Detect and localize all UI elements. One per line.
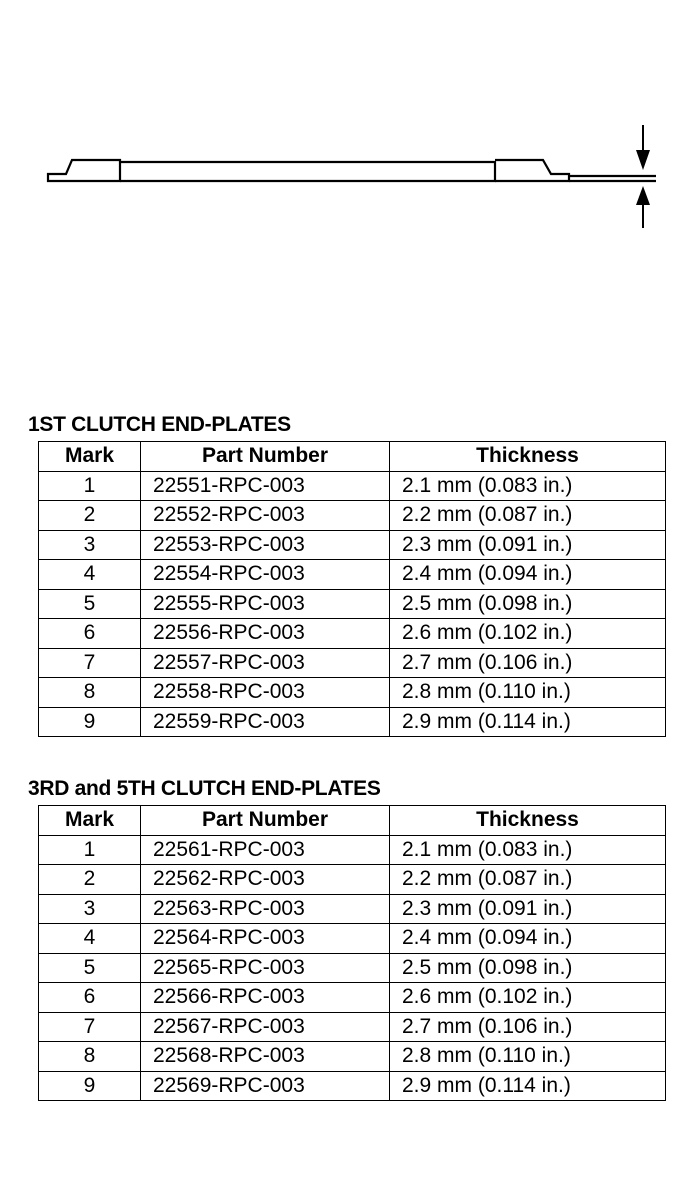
- part-number-cell: 22553-RPC-003: [141, 530, 390, 560]
- thickness-cell: 2.1 mm (0.083 in.): [390, 835, 666, 865]
- table-row: [39, 983, 666, 1013]
- table-row: [39, 501, 666, 531]
- table-row: [39, 894, 666, 924]
- thickness-cell: 2.6 mm (0.102 in.): [390, 619, 666, 649]
- table-header-row: [39, 806, 666, 836]
- thickness-cell: 2.5 mm (0.098 in.): [390, 589, 666, 619]
- part-number-cell: 22562-RPC-003: [141, 865, 390, 895]
- thickness-cell: 2.9 mm (0.114 in.): [390, 707, 666, 737]
- mark-cell: 9: [39, 707, 141, 737]
- table-row: [39, 1042, 666, 1072]
- part-number-cell: 22556-RPC-003: [141, 619, 390, 649]
- mark-cell: 4: [39, 924, 141, 954]
- table-row: [39, 835, 666, 865]
- thickness-cell: 2.3 mm (0.091 in.): [390, 894, 666, 924]
- part-number-cell: 22551-RPC-003: [141, 471, 390, 501]
- thickness-cell: 2.2 mm (0.087 in.): [390, 865, 666, 895]
- table-row: [39, 707, 666, 737]
- column-header-part-number: Part Number: [141, 442, 390, 472]
- part-number-cell: 22564-RPC-003: [141, 924, 390, 954]
- thickness-cell: 2.5 mm (0.098 in.): [390, 953, 666, 983]
- part-number-cell: 22561-RPC-003: [141, 835, 390, 865]
- mark-cell: 8: [39, 1042, 141, 1072]
- thickness-cell: 2.1 mm (0.083 in.): [390, 471, 666, 501]
- thickness-cell: 2.2 mm (0.087 in.): [390, 501, 666, 531]
- thickness-cell: 2.4 mm (0.094 in.): [390, 560, 666, 590]
- mark-cell: 6: [39, 619, 141, 649]
- mark-cell: 3: [39, 530, 141, 560]
- mark-cell: 2: [39, 501, 141, 531]
- mark-cell: 9: [39, 1071, 141, 1101]
- section-title-1st-clutch: 1ST CLUTCH END-PLATES: [28, 413, 291, 436]
- part-number-cell: 22559-RPC-003: [141, 707, 390, 737]
- table-row: [39, 865, 666, 895]
- part-number-cell: 22565-RPC-003: [141, 953, 390, 983]
- part-number-cell: 22568-RPC-003: [141, 1042, 390, 1072]
- thickness-cell: 2.7 mm (0.106 in.): [390, 648, 666, 678]
- table-row: [39, 648, 666, 678]
- table-row: [39, 530, 666, 560]
- thickness-cell: 2.6 mm (0.102 in.): [390, 983, 666, 1013]
- thickness-cell: 2.8 mm (0.110 in.): [390, 1042, 666, 1072]
- mark-cell: 7: [39, 648, 141, 678]
- end-plates-table-1st-clutch: [38, 441, 666, 737]
- column-header-mark: Mark: [39, 806, 141, 836]
- column-header-part-number: Part Number: [141, 806, 390, 836]
- part-number-cell: 22557-RPC-003: [141, 648, 390, 678]
- part-number-cell: 22569-RPC-003: [141, 1071, 390, 1101]
- part-number-cell: 22552-RPC-003: [141, 501, 390, 531]
- table-row: [39, 619, 666, 649]
- part-number-cell: 22555-RPC-003: [141, 589, 390, 619]
- mark-cell: 4: [39, 560, 141, 590]
- table-row: [39, 678, 666, 708]
- mark-cell: 1: [39, 471, 141, 501]
- thickness-cell: 2.9 mm (0.114 in.): [390, 1071, 666, 1101]
- thickness-cell: 2.4 mm (0.094 in.): [390, 924, 666, 954]
- end-plates-table-3rd-5th-clutch: [38, 805, 666, 1101]
- mark-cell: 6: [39, 983, 141, 1013]
- part-number-cell: 22554-RPC-003: [141, 560, 390, 590]
- table-row: [39, 1071, 666, 1101]
- mark-cell: 8: [39, 678, 141, 708]
- column-header-mark: Mark: [39, 442, 141, 472]
- section-title-3rd-5th-clutch: 3RD and 5TH CLUTCH END-PLATES: [28, 777, 381, 800]
- thickness-cell: 2.3 mm (0.091 in.): [390, 530, 666, 560]
- end-plate-profile: [48, 160, 656, 181]
- part-number-cell: 22567-RPC-003: [141, 1012, 390, 1042]
- table-row: [39, 953, 666, 983]
- mark-cell: 5: [39, 589, 141, 619]
- mark-cell: 5: [39, 953, 141, 983]
- table-row: [39, 471, 666, 501]
- table-row: [39, 924, 666, 954]
- mark-cell: 3: [39, 894, 141, 924]
- thickness-cell: 2.7 mm (0.106 in.): [390, 1012, 666, 1042]
- mark-cell: 7: [39, 1012, 141, 1042]
- table-row: [39, 560, 666, 590]
- part-number-cell: 22558-RPC-003: [141, 678, 390, 708]
- part-number-cell: 22563-RPC-003: [141, 894, 390, 924]
- column-header-thickness: Thickness: [390, 806, 666, 836]
- mark-cell: 2: [39, 865, 141, 895]
- table-row: [39, 589, 666, 619]
- column-header-thickness: Thickness: [390, 442, 666, 472]
- thickness-cell: 2.8 mm (0.110 in.): [390, 678, 666, 708]
- part-number-cell: 22566-RPC-003: [141, 983, 390, 1013]
- mark-cell: 1: [39, 835, 141, 865]
- end-plate-diagram: [0, 0, 688, 260]
- table-row: [39, 1012, 666, 1042]
- table-header-row: [39, 442, 666, 472]
